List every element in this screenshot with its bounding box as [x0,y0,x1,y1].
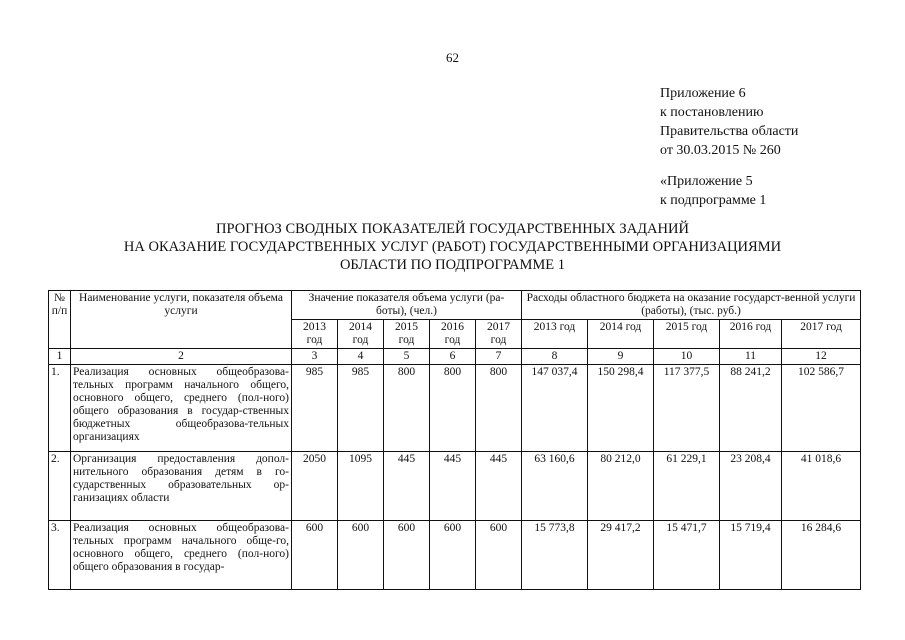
volume-cell: 985 [292,365,338,452]
expense-cell: 15 471,7 [654,521,720,590]
volume-cell: 445 [384,452,430,521]
expense-cell: 16 284,6 [782,521,861,590]
row-name: Реализация основных общеобразова-тельных программ начального обще-го, основного общего, среднего (пол-ного) общего образования в государ- [71,521,292,590]
row-num: 2. [49,452,71,521]
row-num: 1. [49,365,71,452]
header-volume: Значение показателя объема услуги (ра-боты), (чел.) [292,291,522,320]
column-number: 12 [782,349,861,365]
row-name: Реализация основных общеобразова-тельных программ начального общего, основного общего, среднего (пол-ного) общего образования в государ-ственных бюджетных общеобразова-тельных организациях [71,365,292,452]
year-header: 2017 год [476,320,522,349]
column-number: 1 [49,349,71,365]
volume-cell: 600 [384,521,430,590]
expense-cell: 41 018,6 [782,452,861,521]
row-num: 3. [49,521,71,590]
title-line: НА ОКАЗАНИЕ ГОСУДАРСТВЕННЫХ УСЛУГ (РАБОТ) ГОСУДАРСТВЕННЫМИ ОРГАНИЗАЦИЯМИ [123,239,782,255]
appendix-subprogram-block [660,172,766,210]
year-header: 2014 год [338,320,384,349]
appendix-block [660,84,798,160]
column-number-row [49,349,861,365]
appendix-line: от 30.03.2015 № 260 [660,143,781,158]
appendix-line: Правительства области [660,124,799,139]
expense-cell: 102 586,7 [782,365,861,452]
appendix-line: Приложение 6 [660,86,746,101]
expense-cell: 63 160,6 [522,452,588,521]
year-header: 2016 год [430,320,476,349]
volume-cell: 800 [384,365,430,452]
expense-cell: 23 208,4 [720,452,782,521]
volume-cell: 445 [476,452,522,521]
volume-cell: 2050 [292,452,338,521]
column-number: 5 [384,349,430,365]
year-header: 2013 год [292,320,338,349]
volume-cell: 445 [430,452,476,521]
column-number: 8 [522,349,588,365]
year-header: 2015 год [384,320,430,349]
table-header-row [49,291,861,320]
title-line: ОБЛАСТИ ПО ПОДПРОГРАММЕ 1 [339,257,566,273]
document-title [0,220,905,274]
volume-cell: 985 [338,365,384,452]
year-header: 2015 год [654,320,720,349]
year-header: 2017 год [782,320,861,349]
title-line: ПРОГНОЗ СВОДНЫХ ПОКАЗАТЕЛЕЙ ГОСУДАРСТВЕННЫХ ЗАДАНИЙ [216,221,689,237]
expense-cell: 29 417,2 [588,521,654,590]
column-number: 9 [588,349,654,365]
expense-cell: 15 719,4 [720,521,782,590]
year-header: 2013 год [522,320,588,349]
table-row [49,365,861,452]
year-header: 2014 год [588,320,654,349]
column-number: 11 [720,349,782,365]
volume-cell: 600 [430,521,476,590]
volume-cell: 600 [338,521,384,590]
appendix-line: «Приложение 5 [660,174,753,189]
expense-cell: 147 037,4 [522,365,588,452]
page-number: 62 [446,50,459,65]
column-number: 3 [292,349,338,365]
appendix-line: к подпрограмме 1 [660,193,767,208]
expense-cell: 117 377,5 [654,365,720,452]
indicators-table [48,290,861,590]
volume-cell: 600 [292,521,338,590]
appendix-line: к постановлению [660,105,764,120]
expense-cell: 80 212,0 [588,452,654,521]
expense-cell: 150 298,4 [588,365,654,452]
volume-cell: 600 [476,521,522,590]
volume-cell: 800 [476,365,522,452]
column-number: 6 [430,349,476,365]
header-expense: Расходы областного бюджета на оказание государст-венной услуги (работы), (тыс. руб.) [522,291,861,320]
column-number: 2 [71,349,292,365]
row-name: Организация предоставления допол-нительного образования детям в го-сударственных образовательных ор-ганизациях области [71,452,292,521]
column-number: 7 [476,349,522,365]
table-row [49,521,861,590]
expense-cell: 61 229,1 [654,452,720,521]
year-header: 2016 год [720,320,782,349]
header-name: Наименование услуги, показателя объема услуги [71,291,292,349]
table-row [49,452,861,521]
volume-cell: 800 [430,365,476,452]
column-number: 4 [338,349,384,365]
header-num: № п/п [49,291,71,349]
expense-cell: 15 773,8 [522,521,588,590]
expense-cell: 88 241,2 [720,365,782,452]
column-number: 10 [654,349,720,365]
volume-cell: 1095 [338,452,384,521]
